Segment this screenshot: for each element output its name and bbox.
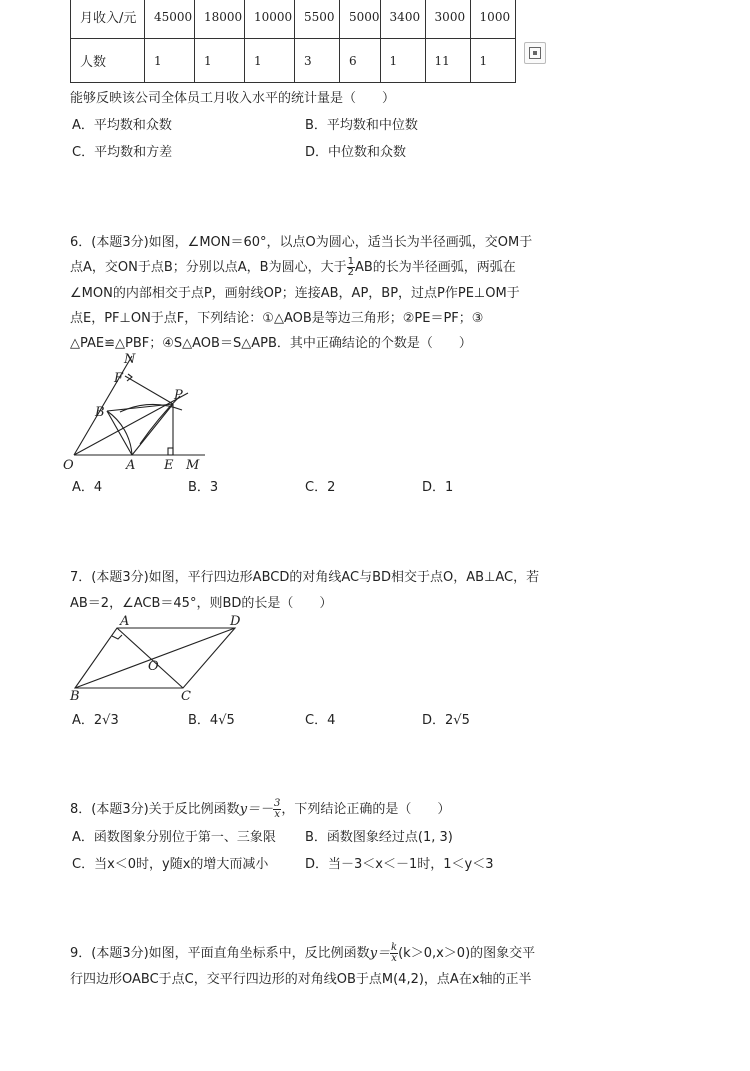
table-cell: 1 xyxy=(470,39,515,83)
half-fraction xyxy=(347,257,355,278)
row-header-income: 月收入/元 xyxy=(71,0,145,39)
q5-option-c[interactable]: C．平均数和方差 xyxy=(72,145,173,160)
qr-scan-icon[interactable] xyxy=(524,42,546,64)
table-row xyxy=(71,0,516,39)
q6-line2 xyxy=(70,256,516,278)
table-cell: 45000 xyxy=(145,0,195,39)
q6-line1: 6．(本题3分)如图，∠MON＝60°，以点O为圆心，适当长为半径画弧，交OM于 xyxy=(70,235,533,250)
q8-option-b[interactable]: B．函数图象经过点(1, 3) xyxy=(305,830,453,845)
q7-line1: 7．(本题3分)如图，平行四边形ABCD的对角线AC与BD相交于点O，AB⊥AC，若 xyxy=(70,570,540,585)
q8-option-d[interactable]: D．当－3＜x＜－1时，1＜y＜3 xyxy=(305,857,494,872)
q5-option-b[interactable]: B．平均数和中位数 xyxy=(305,118,418,133)
table-cell: 6 xyxy=(340,39,381,83)
q8-line1-b: ，下列结论正确的是（ ） xyxy=(281,802,451,817)
q7-option-c[interactable]: C．4 xyxy=(305,713,336,728)
table-cell: 1000 xyxy=(470,0,515,39)
q6-option-a[interactable]: A．4 xyxy=(72,480,103,495)
q9-line1 xyxy=(70,942,535,964)
q6-line5: △PAE≌△PBF；④S△AOB＝S△APB．其中正确结论的个数是（ ） xyxy=(70,336,472,351)
label-o: O xyxy=(63,458,74,473)
table-cell: 1 xyxy=(195,39,245,83)
right-angle-e xyxy=(168,448,173,455)
label-f: F xyxy=(114,371,124,386)
table-row xyxy=(71,39,516,83)
fraction-numerator: 1 xyxy=(347,256,354,267)
q9-func-lhs: y＝ xyxy=(369,946,391,961)
fraction-numerator: k xyxy=(391,942,398,953)
q7-line2: AB＝2，∠ACB＝45°，则BD的长是（ ） xyxy=(70,596,333,611)
q6-line3: ∠MON的内部相交于点P，画射线OP；连接AB，AP，BP，过点P作PE⊥OM于 xyxy=(70,286,520,301)
fraction-numerator: 3 xyxy=(274,798,281,809)
q8-line1 xyxy=(70,798,450,820)
q5-option-a[interactable]: A．平均数和众数 xyxy=(72,118,172,133)
table-cell: 3400 xyxy=(380,0,425,39)
segment-pf xyxy=(125,376,173,404)
q8-line1-a: 8．(本题3分)关于反比例函数 xyxy=(70,802,240,817)
row-header-count: 人数 xyxy=(71,39,145,83)
q7-figure xyxy=(60,610,250,704)
table-cell: 3 xyxy=(295,39,340,83)
label-d: D xyxy=(230,614,241,629)
q9-line1-b: (k＞0,x＞0)的图象交平 xyxy=(398,946,536,961)
fraction-denominator: x xyxy=(274,809,281,820)
table-cell: 11 xyxy=(425,39,470,83)
q7-option-a[interactable]: A．2√3 xyxy=(72,713,119,728)
label-o: O xyxy=(148,659,159,674)
q6-option-d[interactable]: D．1 xyxy=(422,480,454,495)
diagonal-ac xyxy=(117,628,183,688)
q6-line2-b: AB的长为半径画弧，两弧在 xyxy=(354,260,516,275)
segment-ab xyxy=(107,411,132,455)
label-a: A xyxy=(120,614,130,629)
q5-stem: 能够反映该公司全体员工月收入水平的统计量是（ ） xyxy=(70,91,396,106)
diagonal-bd xyxy=(75,628,235,688)
label-e: E xyxy=(164,458,174,473)
table-cell: 5500 xyxy=(295,0,340,39)
q6-line4: 点E，PF⊥ON于点F，下列结论：①△AOB是等边三角形；②PE＝PF；③ xyxy=(70,311,484,326)
q5-option-d[interactable]: D．中位数和众数 xyxy=(305,145,407,160)
table-cell: 5000 xyxy=(340,0,381,39)
segment-ap xyxy=(132,404,173,455)
label-b: B xyxy=(70,689,80,704)
fraction-denominator: x xyxy=(391,953,397,964)
table-cell: 18000 xyxy=(195,0,245,39)
q9-line2: 行四边形OABC于点C，交平行四边形的对角线OB于点M(4,2)，点A在x轴的正半 xyxy=(70,972,532,987)
q7-option-b[interactable]: B．4√5 xyxy=(188,713,235,728)
q8-option-c[interactable]: C．当x＜0时，y随x的增大而减小 xyxy=(72,857,269,872)
right-angle-a xyxy=(112,635,122,639)
q6-option-c[interactable]: C．2 xyxy=(305,480,336,495)
fraction-denominator: 2 xyxy=(347,267,354,278)
label-c: C xyxy=(181,689,191,704)
table-cell: 1 xyxy=(380,39,425,83)
table-cell: 3000 xyxy=(425,0,470,39)
q9-fraction xyxy=(390,943,398,964)
income-table xyxy=(70,0,516,83)
q6-line2-a: 点A，交ON于点B；分别以点A，B为圆心，大于 xyxy=(70,260,347,275)
table-cell: 1 xyxy=(145,39,195,83)
q6-figure xyxy=(60,348,220,474)
q8-option-a[interactable]: A．函数图象分别位于第一、三象限 xyxy=(72,830,276,845)
q8-func-lhs: y＝－ xyxy=(239,802,274,817)
q7-option-d[interactable]: D．2√5 xyxy=(422,713,470,728)
q6-option-b[interactable]: B．3 xyxy=(188,480,219,495)
table-cell: 10000 xyxy=(245,0,295,39)
label-p: P xyxy=(174,388,183,403)
table-cell: 1 xyxy=(245,39,295,83)
label-n: N xyxy=(124,352,136,367)
q9-line1-a: 9．(本题3分)如图，平面直角坐标系中，反比例函数 xyxy=(70,946,370,961)
label-a: A xyxy=(126,458,136,473)
label-m: M xyxy=(186,458,200,473)
label-b: B xyxy=(95,405,105,420)
